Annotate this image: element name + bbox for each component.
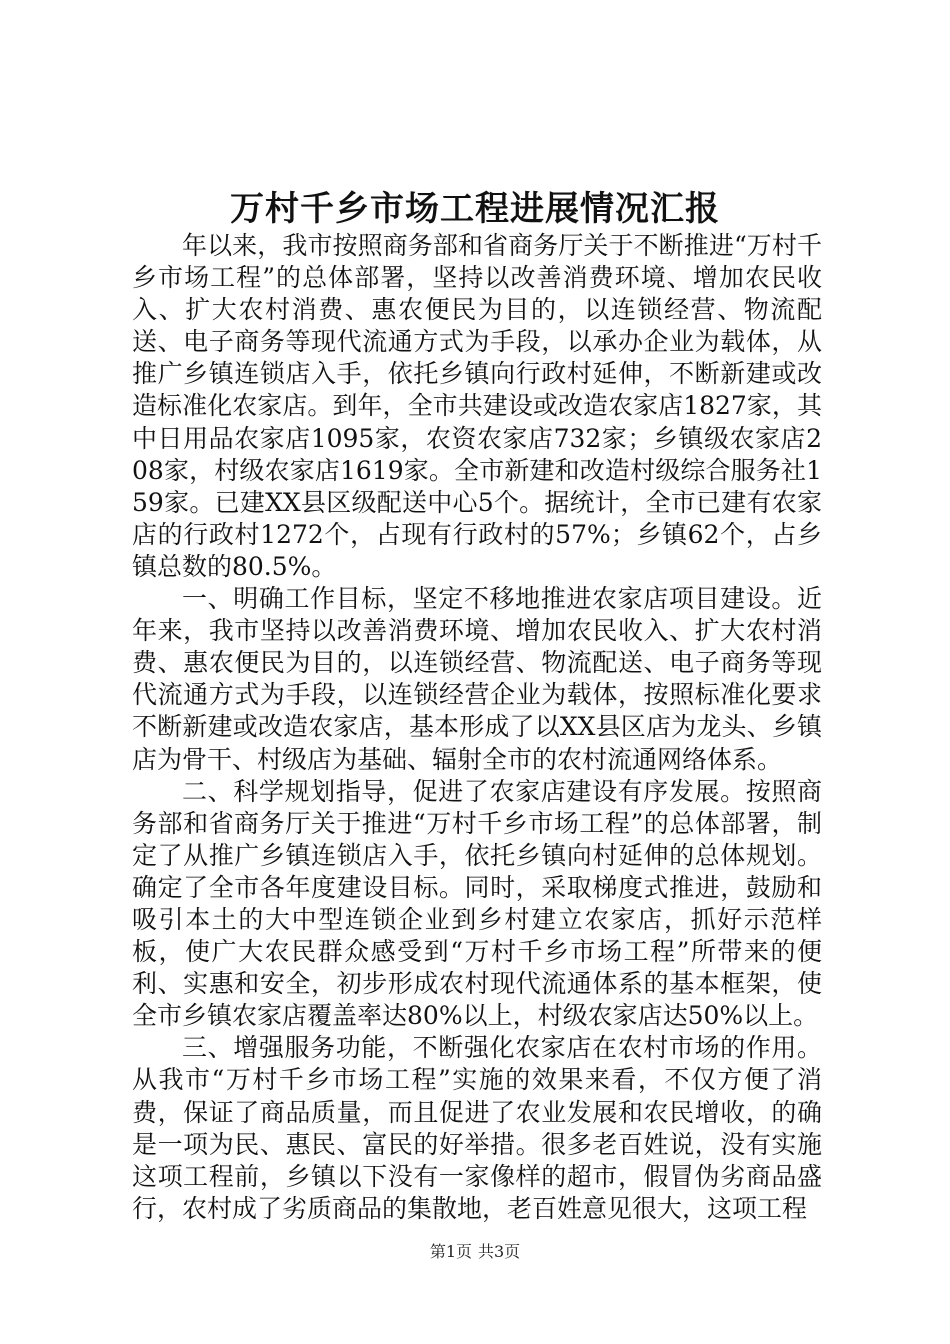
document-body: [132, 230, 822, 1225]
page-footer: [0, 1240, 950, 1264]
paragraph-section-2: 二、科学规划指导，促进了农家店建设有序发展。按照商务部和省商务厅关于推进“万村千乡市场工程”的总体部署，制定了从推广乡镇连锁店入手，依托乡镇向村延伸的总体规划。确定了全市各年度建设目标。同时，采取梯度式推进，鼓励和吸引本土的大中型连锁企业到乡村建立农家店，抓好示范样板，使广大农民群众感受到“万村千乡市场工程”所带来的便利、实惠和安全，初步形成农村现代流通体系的基本框架，使全市乡镇农家店覆盖率达80%以上，村级农家店达50%以上。: [132, 776, 822, 1031]
page-number-total: 共3页: [478, 1242, 521, 1261]
paragraph-section-1: 一、明确工作目标，坚定不移地推进农家店项目建设。近年来，我市坚持以改善消费环境、增加农民收入、扩大农村消费、惠农便民为目的，以连锁经营、物流配送、电子商务等现代流通方式为手段，以连锁经营企业为载体，按照标准化要求不断新建或改造农家店，基本形成了以XX县区店为龙头、乡镇店为骨干、村级店为基础、辐射全市的农村流通网络体系。: [132, 584, 822, 774]
page-number-current: 第1页: [429, 1242, 472, 1261]
document-title: 万村千乡市场工程进展情况汇报: [230, 189, 720, 229]
paragraph-section-3: 三、增强服务功能，不断强化农家店在农村市场的作用。从我市“万村千乡市场工程”实施的效果来看，不仅方便了消费，保证了商品质量，而且促进了农业发展和农民增收，的确是一项为民、惠民、富民的好举措。很多老百姓说，没有实施这项工程前，乡镇以下没有一家像样的超市，假冒伪劣商品盛行，农村成了劣质商品的集散地，老百姓意见很大，这项工程: [132, 1033, 822, 1223]
paragraph-intro: 年以来，我市按照商务部和省商务厅关于不断推进“万村千乡市场工程”的总体部署，坚持以改善消费环境、增加农民收入、扩大农村消费、惠农便民为目的，以连锁经营、物流配送、电子商务等现代流通方式为手段，以承办企业为载体，从推广乡镇连锁店入手，依托乡镇向行政村延伸，不断新建或改造标准化农家店。到年，全市共建设或改造农家店1827家，其中日用品农家店1095家，农资农家店732家；乡镇级农家店208家，村级农家店1619家。全市新建和改造村级综合服务社159家。已建XX县区级配送中心5个。据统计，全市已建有农家店的行政村1272个，占现有行政村的57%；乡镇62个，占乡镇总数的80.5%。: [132, 231, 822, 581]
